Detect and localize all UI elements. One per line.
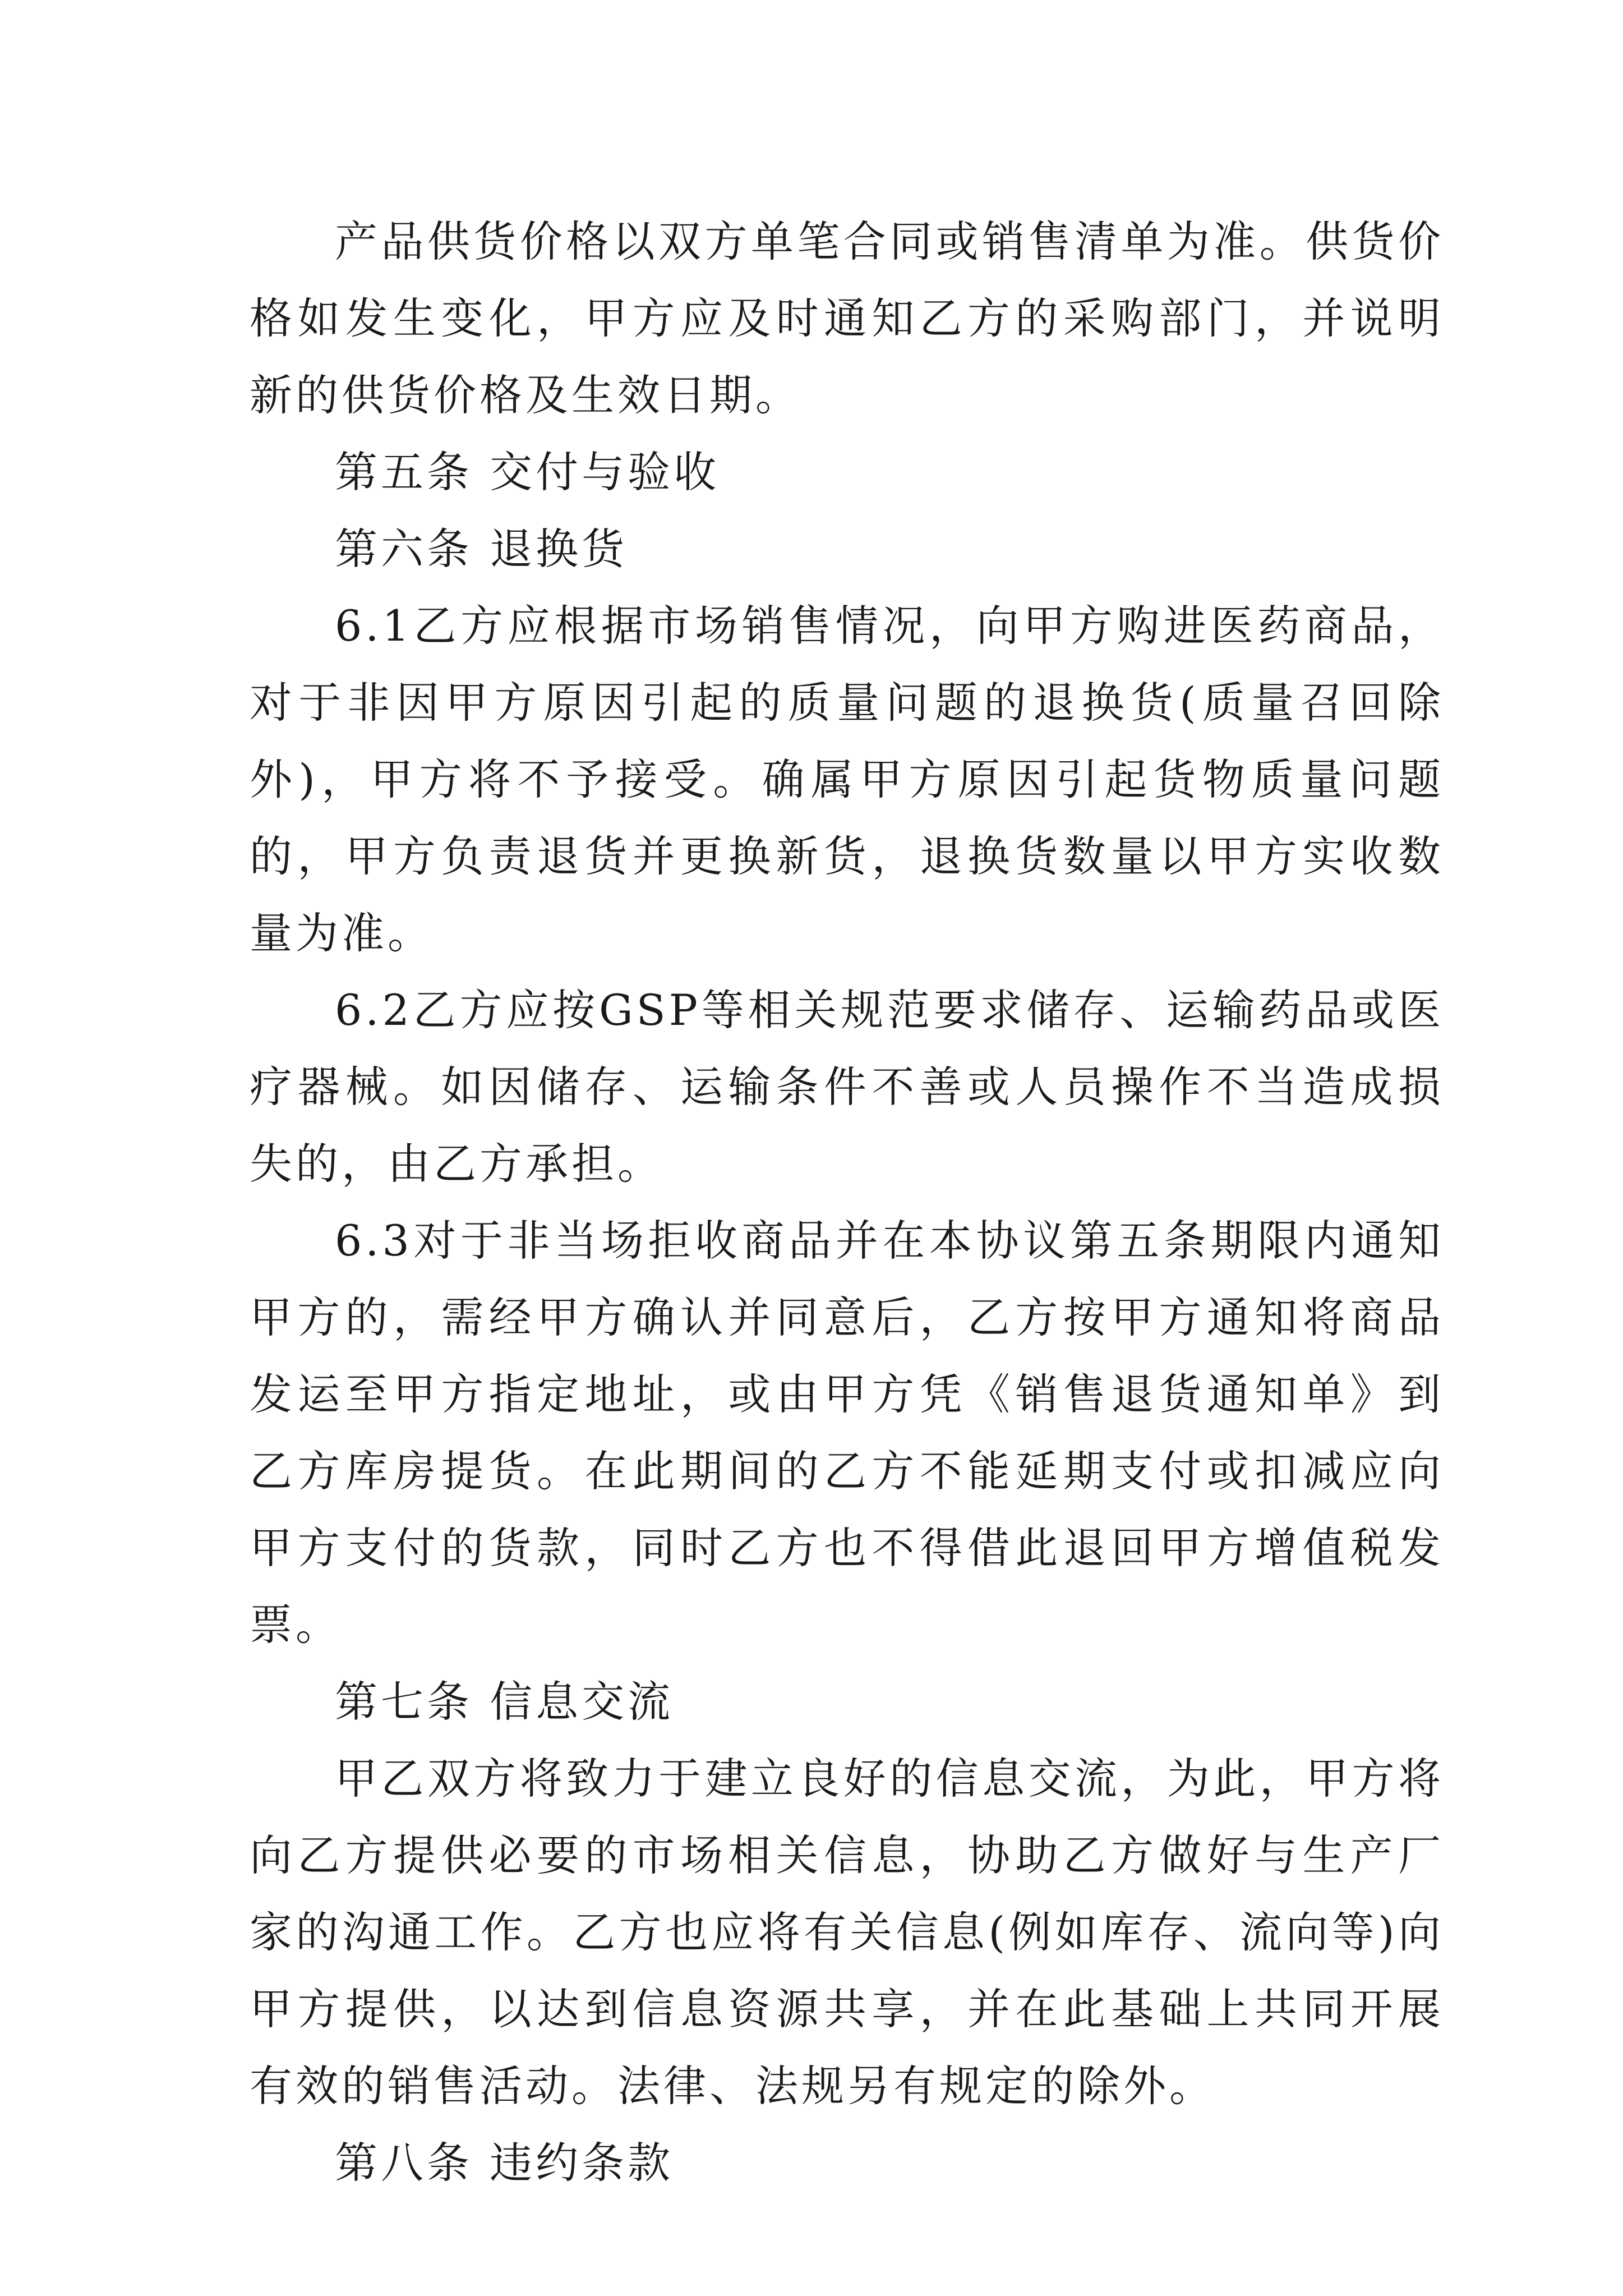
heading-article-6: 第六条 退换货 — [335, 524, 628, 574]
paragraph-6-1: 6.1乙方应根据市场销售情况，向甲方购进医药商品，对于非因甲方原因引起的质量问题的退换货(质量召回除外)，甲方将不予接受。确属甲方原因引起货物质量问题的，甲方负责退货并更换新货，退换货数量以甲方实收数量为准。 — [250, 601, 1444, 958]
heading-article-5: 第五条 交付与验收 — [335, 447, 720, 497]
heading-article-7: 第七条 信息交流 — [335, 1677, 674, 1727]
paragraph-6-2: 6.2乙方应按GSP等相关规范要求储存、运输药品或医疗器械。如因储存、运输条件不善或人员操作不当造成损失的，由乙方承担。 — [250, 985, 1444, 1189]
heading-article-8: 第八条 违约条款 — [335, 2138, 674, 2188]
paragraph-supply-price: 产品供货价格以双方单笔合同或销售清单为准。供货价格如发生变化，甲方应及时通知乙方的采购部门，并说明新的供货价格及生效日期。 — [250, 217, 1444, 420]
paragraph-6-3: 6.3对于非当场拒收商品并在本协议第五条期限内通知甲方的，需经甲方确认并同意后，乙方按甲方通知将商品发运至甲方指定地址，或由甲方凭《销售退货通知单》到乙方库房提货。在此期间的乙方不能延期支付或扣减应向甲方支付的货款，同时乙方也不得借此退回甲方增值税发票。 — [250, 1216, 1444, 1650]
document-body — [250, 203, 1444, 2201]
paragraph-7: 甲乙双方将致力于建立良好的信息交流，为此，甲方将向乙方提供必要的市场相关信息，协助乙方做好与生产厂家的沟通工作。乙方也应将有关信息(例如库存、流向等)向甲方提供，以达到信息资源共享，并在此基础上共同开展有效的销售活动。法律、法规另有规定的除外。 — [250, 1754, 1444, 2111]
